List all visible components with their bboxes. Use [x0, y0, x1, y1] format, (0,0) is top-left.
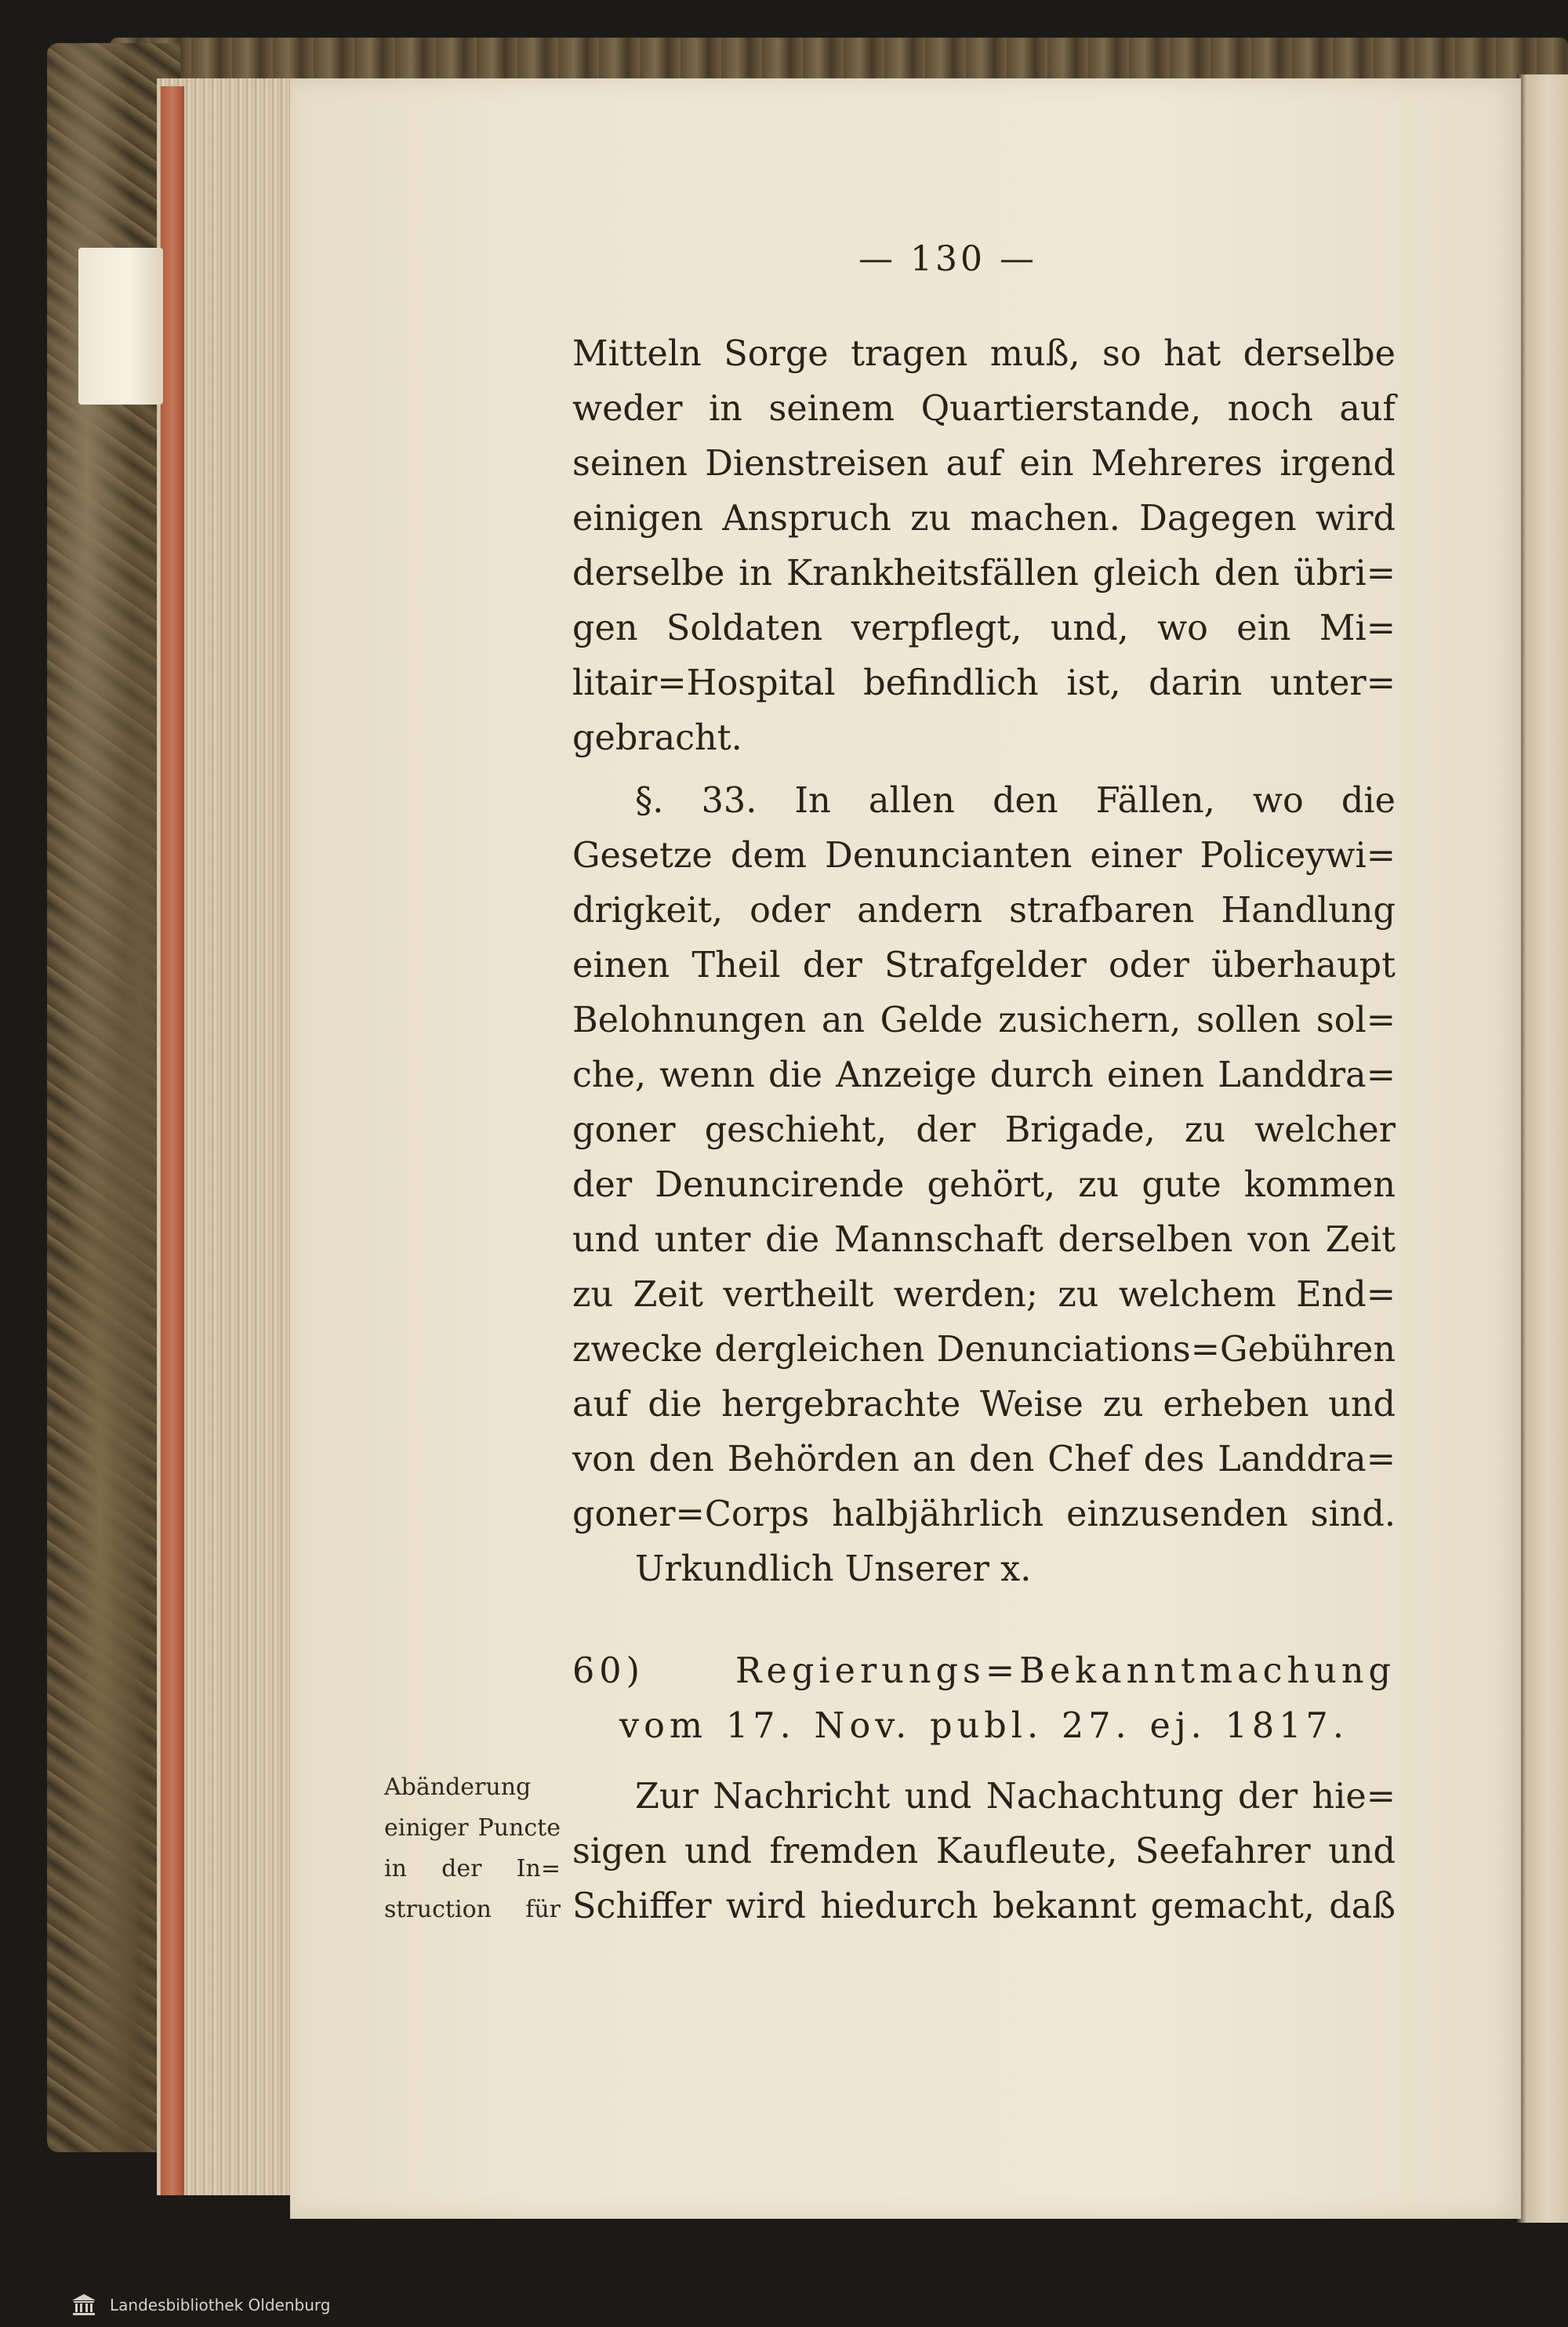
announcement-date: vom 17. Nov. publ. 27. ej. 1817. [619, 1706, 1348, 1746]
body-line: che, wenn die Anzeige durch einen Landdra= [572, 1055, 1396, 1095]
facing-page-edge [1517, 74, 1568, 2223]
body-line: drigkeit, oder andern strafbaren Handlung [572, 891, 1396, 931]
body-line: sigen und fremden Kaufleute, Seefahrer und [572, 1831, 1396, 1871]
margin-note-line: in der In= [384, 1855, 561, 1882]
body-line: zwecke dergleichen Denunciations=Gebühren [572, 1330, 1396, 1370]
body-line: goner=Corps halbjährlich einzusenden sind. [572, 1494, 1396, 1534]
red-page-edge [161, 86, 184, 2195]
announcement-heading: 60) Regierungs=Bekanntmachung [572, 1651, 1396, 1691]
body-line: gen Soldaten verpflegt, und, wo ein Mi= [572, 608, 1396, 648]
section-33-start: §. 33. In allen den Fällen, wo die [635, 781, 1396, 821]
body-line: goner geschieht, der Brigade, zu welcher [572, 1110, 1396, 1150]
body-line: derselbe in Krankheitsfällen gleich den übri= [572, 554, 1396, 594]
body-line: einen Theil der Strafgelder oder überhaupt [572, 946, 1396, 986]
body-line: weder in seinem Quartierstande, noch auf [572, 389, 1396, 429]
body-line: von den Behörden an den Chef des Landdra= [572, 1439, 1396, 1479]
body-line: litair=Hospital befindlich ist, darin unter= [572, 663, 1396, 703]
body-line: seinen Dienstreisen auf ein Mehreres irgend [572, 444, 1396, 484]
page-number: — 130 — [858, 239, 1037, 279]
bookmark-ribbon [78, 248, 163, 405]
body-line: gebracht. [572, 718, 742, 758]
body-line: Gesetze dem Denuncianten einer Policeywi= [572, 836, 1396, 876]
margin-note-line: struction für [384, 1896, 561, 1923]
footer-library-name: Landesbibliothek Oldenburg [110, 2296, 331, 2314]
closing-formula: Urkundlich Unserer x. [635, 1549, 1032, 1589]
body-line: zu Zeit vertheilt werden; zu welchem End= [572, 1275, 1396, 1315]
book-cover-top-edge [110, 38, 1568, 85]
margin-note-line: Abänderung [384, 1773, 532, 1801]
body-line: auf die hergebrachte Weise zu erheben und [572, 1385, 1396, 1425]
body-line: der Denuncirende gehört, zu gute kommen [572, 1165, 1396, 1205]
body-line: Mitteln Sorge tragen muß, so hat derselbe [572, 334, 1396, 374]
body-line: Zur Nachricht und Nachachtung der hie= [635, 1777, 1396, 1817]
library-building-icon [71, 2293, 97, 2316]
body-line: einigen Anspruch zu machen. Dagegen wird [572, 499, 1396, 539]
body-line: Belohnungen an Gelde zusichern, sollen sol= [572, 1000, 1396, 1040]
margin-note-line: einiger Puncte [384, 1814, 561, 1842]
body-line: und unter die Mannschaft derselben von Zeit [572, 1220, 1396, 1260]
body-line: Schiffer wird hiedurch bekannt gemacht, daß [572, 1886, 1396, 1926]
